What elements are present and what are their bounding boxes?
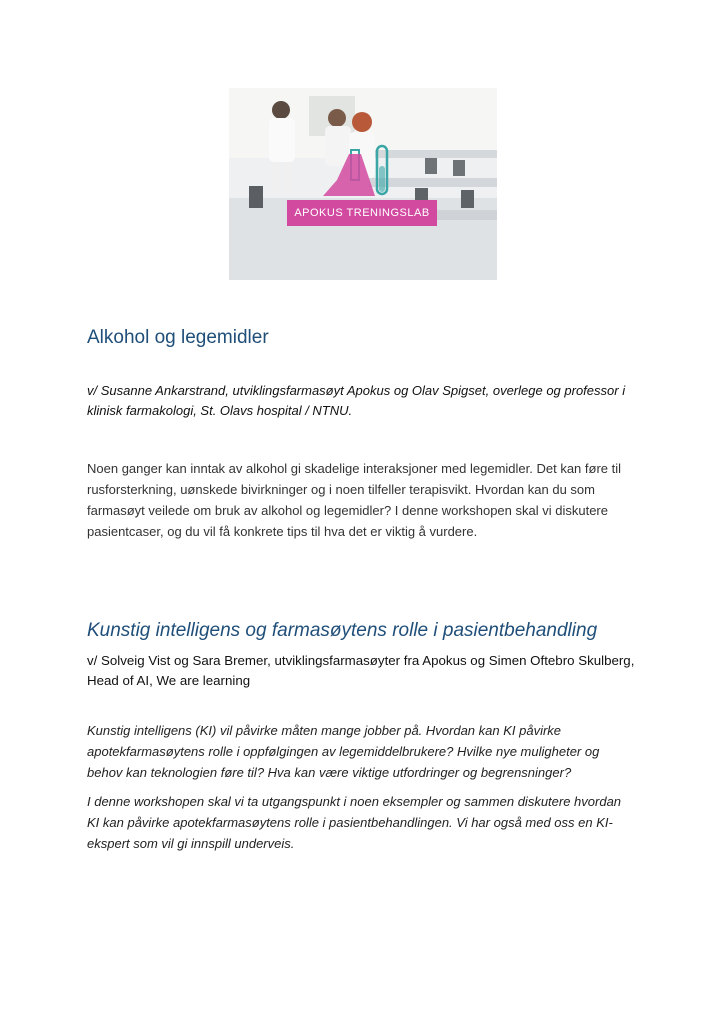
section2-body2: I denne workshopen skal vi ta utgangspunkt i noen eksempler og sammen diskutere hvordan KI kan påvirke apotekfarmasøytens rolle i pasientbehandlingen. Vi har også med oss en KI-ekspert som vil gi innspill underveis.	[87, 794, 622, 851]
section2-byline: v/ Solveig Vist og Sara Bremer, utviklingsfarmasøyter fra Apokus og Simen Oftebro Skulberg, Head of AI, We are learning	[87, 653, 635, 688]
section2-title: Kunstig intelligens og farmasøytens rolle i pasientbehandling	[87, 620, 598, 641]
photo-badge: APOKUS TRENINGSLAB	[287, 200, 437, 226]
section1-body: Noen ganger kan inntak av alkohol gi skadelige interaksjoner med legemidler. Det kan føre til rusforsterkning, uønskede bivirkninger og i noen tilfeller terapisvikt. Hvordan kan du som farmasøyt veilede om bruk av alkohol og legemidler? I denne workshopen skal vi diskutere pasientcaser, og du vil få konkrete tips til hva det er viktig å vurdere.	[87, 461, 622, 539]
section2-body1: Kunstig intelligens (KI) vil påvirke måten mange jobber på. Hvordan kan KI påvirke apotekfarmasøytens rolle i oppfølgingen av legemiddelbrukere? Hvilke nye muligheter og behov kan teknologien føre til? Hva kan være viktige utfordringer og begrensninger?	[87, 723, 600, 780]
training-lab-image	[229, 88, 497, 280]
header-photo	[229, 88, 497, 280]
section1-byline: v/ Susanne Ankarstrand, utviklingsfarmasøyt Apokus og Olav Spigset, overlege og professor i klinisk farmakologi, St. Olavs hospital / NTNU.	[87, 383, 626, 418]
section1-title: Alkohol og legemidler	[87, 327, 269, 348]
